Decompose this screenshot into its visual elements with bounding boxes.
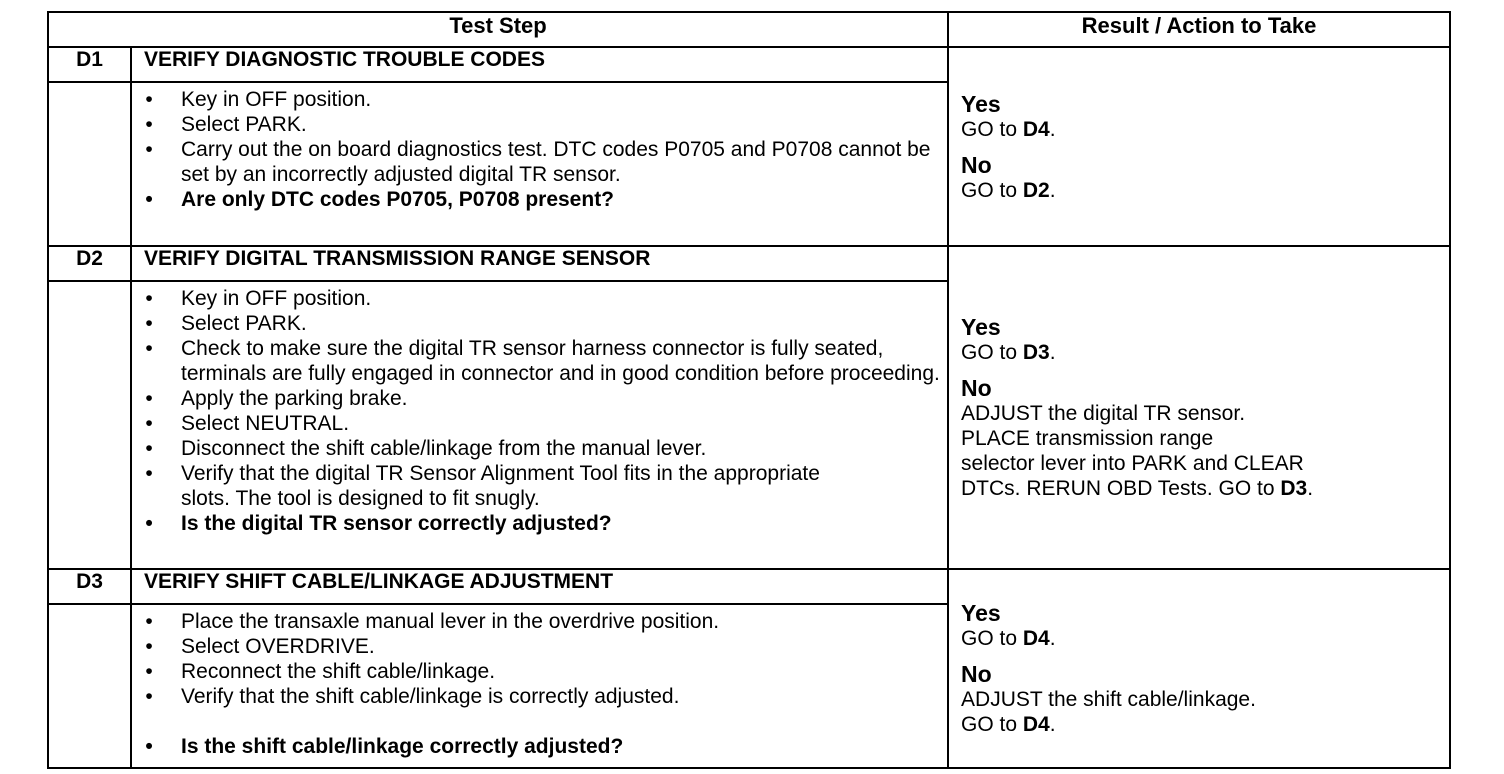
yes-label: Yes	[961, 90, 1001, 117]
step-title: VERIFY DIGITAL TRANSMISSION RANGE SENSOR	[131, 246, 948, 281]
list-item: • Check to make sure the digital TR sensor harness connector is fully seated, terminals are fully engaged in connector and in good condition before proceeding.	[142, 336, 941, 386]
step-question: • Is the digital TR sensor correctly adjusted?	[142, 511, 937, 536]
no-action: GO to D4.	[961, 713, 1056, 736]
step-title-row	[48, 47, 1450, 82]
step-id: D3	[48, 569, 131, 604]
bullet-icon: •	[145, 512, 153, 535]
list-item: • Verify that the digital TR Sensor Alignment Tool fits in the appropriate slots. The tool is designed to fit snugly.	[142, 461, 871, 511]
step-id-spacer	[48, 281, 131, 569]
no-label: No	[961, 375, 992, 401]
step-body	[131, 604, 948, 768]
bullet-icon: •	[145, 337, 153, 360]
bullet-icon: •	[145, 138, 153, 161]
step-title-row	[48, 569, 1450, 604]
bullet-icon: •	[145, 660, 153, 683]
no-action-line: ADJUST the digital TR sensor.	[961, 402, 1246, 425]
yes-action: GO to D4.	[961, 627, 1056, 650]
step-list	[142, 286, 940, 536]
yes-label: Yes	[961, 314, 1001, 340]
step-title: VERIFY SHIFT CABLE/LINKAGE ADJUSTMENT	[131, 569, 948, 604]
list-item: • Select PARK.	[142, 311, 937, 336]
step-reference: D3	[1022, 341, 1050, 364]
result-cell	[948, 569, 1450, 768]
no-action-line: ADJUST the shift cable/linkage.	[961, 688, 1256, 711]
bullet-icon: •	[145, 387, 153, 410]
bullet-icon: •	[145, 188, 153, 211]
step-question: • Is the shift cable/linkage correctly adjusted?	[142, 734, 937, 759]
header-result: Result / Action to Take	[948, 12, 1450, 47]
list-item: • Key in OFF position.	[142, 87, 937, 112]
step-id: D2	[48, 246, 131, 281]
step-reference: D4	[1022, 117, 1050, 141]
step-body	[131, 281, 948, 569]
step-reference: D2	[1022, 178, 1050, 202]
step-title: VERIFY DIAGNOSTIC TROUBLE CODES	[131, 47, 948, 82]
list-item: • Key in OFF position.	[142, 286, 937, 311]
list-item: • Reconnect the shift cable/linkage.	[142, 659, 937, 684]
list-item: • Select NEUTRAL.	[142, 411, 937, 436]
list-item: • Verify that the shift cable/linkage is correctly adjusted.	[142, 684, 937, 709]
bullet-icon: •	[145, 287, 153, 310]
no-label: No	[961, 151, 992, 178]
step-question: • Are only DTC codes P0705, P0708 present?	[142, 187, 937, 212]
step-list	[142, 609, 937, 759]
yes-label: Yes	[961, 600, 1001, 626]
step-id-spacer	[48, 604, 131, 768]
step-reference: D4	[1022, 627, 1050, 650]
result-cell	[948, 47, 1450, 246]
list-item: • Disconnect the shift cable/linkage from the manual lever.	[142, 436, 937, 461]
result-cell	[948, 246, 1450, 569]
yes-action: GO to D4.	[961, 117, 1056, 141]
header-row	[48, 12, 1450, 47]
bullet-icon: •	[145, 88, 153, 111]
list-item: • Select PARK.	[142, 112, 937, 137]
no-action-line: PLACE transmission range	[961, 427, 1214, 450]
header-test-step: Test Step	[48, 12, 948, 47]
list-item: • Apply the parking brake.	[142, 386, 937, 411]
bullet-icon: •	[145, 635, 153, 658]
bullet-icon: •	[145, 437, 153, 460]
no-label: No	[961, 661, 992, 687]
list-item: • Place the transaxle manual lever in the overdrive position.	[142, 609, 937, 634]
step-id-spacer	[48, 82, 131, 246]
list-item: • Carry out the on board diagnostics test. DTC codes P0705 and P0708 cannot be set by an incorrectly adjusted digital TR sensor.	[142, 137, 941, 187]
bullet-icon: •	[145, 735, 153, 758]
yes-action: GO to D3.	[961, 341, 1056, 364]
diagnostic-table	[47, 11, 1451, 769]
bullet-icon: •	[145, 113, 153, 136]
bullet-icon: •	[145, 462, 153, 485]
no-action: GO to D2.	[961, 178, 1056, 202]
step-reference: D3	[1280, 477, 1308, 500]
bullet-icon: •	[145, 610, 153, 633]
step-body	[131, 82, 948, 246]
no-action: DTCs. RERUN OBD Tests. GO to D3.	[961, 477, 1314, 500]
bullet-icon: •	[145, 312, 153, 335]
bullet-icon: •	[145, 412, 153, 435]
step-title-row	[48, 246, 1450, 281]
step-reference: D4	[1022, 713, 1050, 736]
step-id: D1	[48, 47, 131, 82]
bullet-icon: •	[145, 685, 153, 708]
list-item: • Select OVERDRIVE.	[142, 634, 937, 659]
no-action-line: selector lever into PARK and CLEAR	[961, 452, 1304, 475]
step-list	[142, 87, 937, 212]
